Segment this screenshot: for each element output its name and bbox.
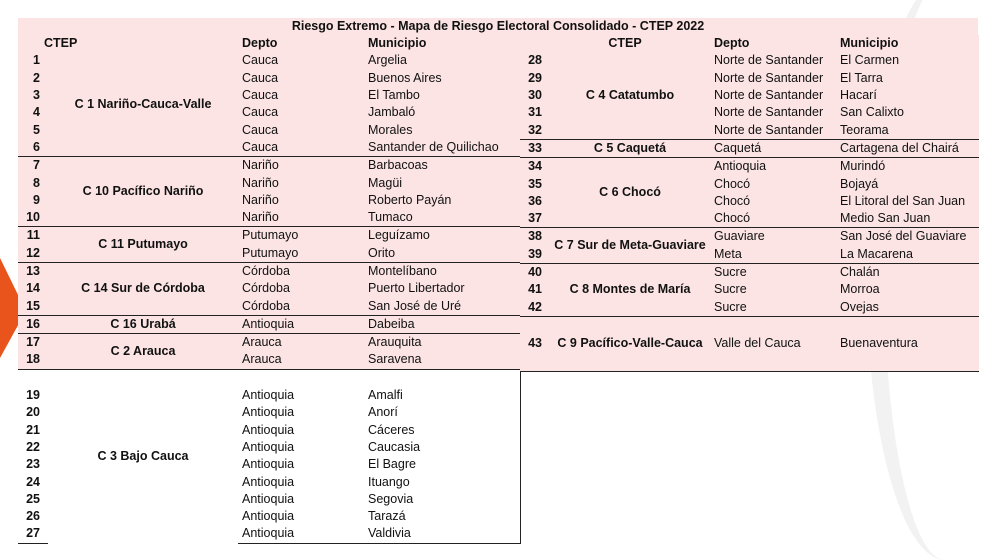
municipio-cell: Tarazá — [368, 509, 406, 524]
municipio-cell — [364, 369, 520, 387]
ctep-number — [18, 369, 48, 387]
depto-cell: Nariño — [242, 175, 279, 190]
depto-cell: Putumayo — [242, 245, 299, 260]
region-name: C 1 Nariño-Cauca-Valle — [74, 96, 212, 111]
municipio-cell: Arauquita — [368, 335, 422, 350]
table-title: Riesgo Extremo - Mapa de Riesgo Electoral Consolidado - CTEP 2022 — [18, 18, 978, 35]
table-row — [18, 369, 520, 387]
municipio-cell: Morales — [368, 122, 413, 137]
ctep-number: 42 — [528, 299, 542, 314]
municipio-cell: Roberto Payán — [368, 192, 452, 207]
municipio-cell: Ituango — [368, 474, 410, 489]
depto-cell: Putumayo — [242, 228, 299, 243]
municipio-cell: Magüi — [368, 175, 403, 190]
ctep-number: 16 — [26, 316, 40, 331]
ctep-number: 43 — [520, 316, 550, 371]
ctep-number: 26 — [26, 509, 40, 524]
ctep-number: 13 — [26, 264, 40, 278]
depto-cell: Antioquia — [242, 457, 295, 472]
ctep-number: 28 — [528, 53, 542, 68]
municipio-cell: Morroa — [840, 282, 880, 297]
ctep-number: 41 — [528, 282, 542, 297]
depto-cell: Arauca — [242, 352, 282, 367]
depto-cell: Antioquia — [242, 474, 295, 489]
municipio-cell: Puerto Libertador — [368, 281, 465, 296]
header-ctep: CTEP — [44, 36, 78, 51]
municipio-cell: Amalfi — [368, 388, 403, 403]
depto-cell: Antioquia — [242, 405, 295, 420]
header-ctep: CTEP — [608, 36, 642, 51]
right-table — [520, 35, 979, 372]
ctep-number: 39 — [528, 246, 542, 261]
ctep-number: 15 — [26, 298, 40, 313]
region-name: C 5 Caquetá — [593, 140, 667, 155]
depto-cell: Cauca — [242, 70, 279, 85]
depto-cell: Nariño — [242, 192, 279, 207]
ctep-number: 8 — [33, 175, 40, 190]
depto-cell: Antioquia — [714, 159, 767, 174]
table-row — [18, 157, 520, 175]
municipio-cell: Chalán — [840, 265, 880, 279]
municipio-cell: Jambaló — [368, 105, 416, 120]
municipio-cell: San José del Guaviare — [840, 229, 967, 244]
table-row — [520, 263, 979, 281]
municipio-cell: Orito — [368, 245, 396, 260]
ctep-number: 24 — [26, 474, 40, 489]
municipio-cell: Hacarí — [840, 88, 877, 103]
ctep-number: 33 — [528, 140, 542, 155]
depto-cell: Antioquia — [242, 388, 295, 403]
ctep-number: 20 — [26, 405, 40, 420]
header-municipio: Municipio — [840, 36, 899, 51]
ctep-number: 38 — [528, 229, 542, 244]
municipio-cell: El Tambo — [368, 88, 420, 103]
depto-cell: Valle del Cauca — [710, 316, 836, 371]
municipio-cell: Segovia — [368, 491, 414, 506]
depto-cell: Antioquia — [242, 491, 295, 506]
municipio-cell: San Calixto — [840, 105, 904, 120]
municipio-cell: Barbacoas — [368, 158, 428, 173]
ctep-number: 9 — [33, 192, 40, 207]
municipio-cell: San José de Uré — [368, 298, 462, 313]
ctep-number: 27 — [18, 525, 48, 543]
table-row — [520, 316, 979, 371]
table-row — [18, 262, 520, 280]
municipio-cell: Ovejas — [840, 299, 879, 314]
depto-cell: Chocó — [714, 211, 751, 226]
ctep-number: 10 — [26, 210, 40, 225]
depto-cell: Caquetá — [714, 140, 762, 155]
ctep-number: 19 — [26, 388, 40, 403]
ctep-number: 25 — [26, 491, 40, 506]
table-row — [18, 52, 520, 69]
depto-cell: Meta — [714, 246, 742, 261]
municipio-cell: Tumaco — [368, 210, 413, 225]
municipio-cell: Teorama — [840, 122, 889, 137]
table-row — [520, 158, 979, 176]
region-name: C 4 Catatumbo — [585, 88, 675, 103]
table-row — [18, 227, 520, 245]
ctep-number: 12 — [26, 245, 40, 260]
municipio-cell: Murindó — [840, 159, 886, 174]
depto-cell: Norte de Santander — [714, 53, 824, 68]
municipio-cell: Bojayá — [840, 176, 879, 191]
ctep-number: 4 — [33, 105, 40, 120]
region-name: C 7 Sur de Meta-Guaviare — [554, 238, 706, 253]
depto-cell: Córdoba — [242, 298, 290, 313]
depto-cell: Arauca — [242, 335, 282, 350]
depto-cell: Norte de Santander — [714, 105, 824, 120]
table-row — [520, 52, 979, 69]
municipio-cell: Leguízamo — [368, 228, 430, 243]
table-row — [520, 139, 979, 157]
header-depto: Depto — [242, 36, 278, 51]
municipio-cell: Caucasia — [368, 439, 421, 454]
municipio-cell: La Macarena — [840, 246, 913, 261]
region-name: C 14 Sur de Córdoba — [81, 281, 205, 296]
depto-cell: Córdoba — [242, 281, 290, 296]
region-name: C 11 Putumayo — [98, 237, 188, 252]
depto-cell: Antioquia — [242, 439, 295, 454]
depto-cell: Chocó — [714, 176, 751, 191]
municipio-cell: Santander de Quilichao — [368, 139, 499, 154]
municipio-cell: El Bagre — [368, 457, 416, 472]
municipio-cell: Cartagena del Chairá — [840, 140, 959, 155]
ctep-number: 7 — [33, 158, 40, 173]
depto-cell: Norte de Santander — [714, 88, 824, 103]
ctep-number: 35 — [528, 176, 542, 191]
table-row — [520, 228, 979, 246]
ctep-number: 2 — [33, 70, 40, 85]
ctep-number: 34 — [528, 159, 542, 174]
ctep-number: 18 — [26, 352, 40, 367]
region-name: C 10 Pacífico Nariño — [82, 184, 204, 199]
depto-cell: Antioquia — [242, 509, 295, 524]
municipio-cell: Medio San Juan — [840, 211, 931, 226]
municipio-cell: Valdivia — [364, 525, 520, 543]
left-table — [18, 35, 521, 544]
municipio-cell: Saravena — [368, 352, 422, 367]
municipio-cell: El Litoral del San Juan — [840, 193, 966, 208]
ctep-number: 6 — [33, 139, 40, 154]
depto-cell: Cauca — [242, 122, 279, 137]
ctep-number: 23 — [26, 457, 40, 472]
region-name: C 9 Pacífico-Valle-Cauca — [550, 316, 710, 371]
ctep-number: 3 — [33, 88, 40, 103]
table-row — [18, 334, 520, 352]
depto-cell: Chocó — [714, 193, 751, 208]
depto-cell: Norte de Santander — [714, 70, 824, 85]
ctep-number: 17 — [26, 335, 40, 350]
municipio-cell: El Tarra — [840, 70, 883, 85]
municipio-cell: Dabeiba — [368, 316, 415, 331]
depto-cell: Antioquia — [238, 525, 364, 543]
municipio-cell: Argelia — [368, 53, 407, 68]
region-name: C 8 Montes de María — [569, 282, 691, 297]
table-row — [18, 315, 520, 333]
depto-cell: Cauca — [242, 139, 279, 154]
ctep-number: 14 — [26, 281, 40, 296]
ctep-number: 22 — [26, 439, 40, 454]
ctep-number: 32 — [528, 122, 542, 137]
depto-cell: Nariño — [242, 210, 279, 225]
depto-cell — [238, 369, 364, 387]
region-name: C 3 Bajo Cauca — [97, 448, 189, 463]
depto-cell: Antioquia — [242, 316, 295, 331]
ctep-number: 40 — [528, 265, 542, 279]
depto-cell: Nariño — [242, 158, 279, 173]
depto-cell: Norte de Santander — [714, 122, 824, 137]
region-name: C 16 Urabá — [110, 316, 176, 331]
depto-cell: Cauca — [242, 53, 279, 68]
depto-cell: Sucre — [714, 265, 747, 279]
ctep-number: 30 — [528, 88, 542, 103]
municipio-cell: Cáceres — [368, 422, 415, 437]
header-depto: Depto — [714, 36, 750, 51]
municipio-cell: Buenos Aires — [368, 70, 442, 85]
depto-cell: Antioquia — [242, 422, 295, 437]
depto-cell: Cauca — [242, 88, 279, 103]
municipio-cell: El Carmen — [840, 53, 900, 68]
depto-cell: Sucre — [714, 282, 747, 297]
municipio-cell: Montelíbano — [368, 264, 437, 278]
depto-cell: Cauca — [242, 105, 279, 120]
ctep-number: 21 — [26, 422, 40, 437]
region-name: C 2 Arauca — [110, 343, 176, 358]
ctep-number: 31 — [528, 105, 542, 120]
municipio-cell: Buenaventura — [836, 316, 979, 371]
depto-cell: Córdoba — [242, 264, 290, 278]
depto-cell: Guaviare — [714, 229, 765, 244]
ctep-number: 36 — [528, 193, 542, 208]
region-name: C 6 Chocó — [599, 185, 661, 200]
header-municipio: Municipio — [368, 36, 427, 51]
ctep-number: 5 — [33, 122, 40, 137]
ctep-number: 29 — [528, 70, 542, 85]
ctep-number: 37 — [528, 211, 542, 226]
ctep-number: 1 — [33, 53, 40, 68]
municipio-cell: Anorí — [368, 405, 398, 420]
depto-cell: Sucre — [714, 299, 747, 314]
ctep-number: 11 — [26, 228, 40, 243]
